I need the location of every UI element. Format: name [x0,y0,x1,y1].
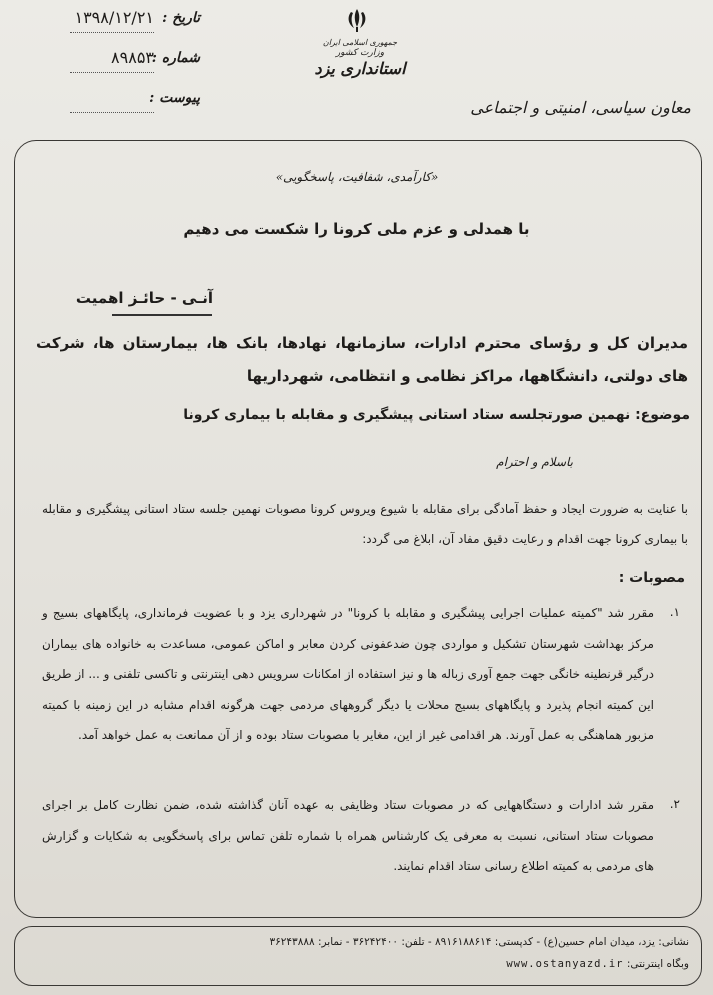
footer-frame [14,926,702,986]
attachment-row [70,90,200,130]
org-country: جمهوری اسلامی ایران [322,38,398,47]
date-underline [70,32,154,33]
number-value: ۸۹۸۵۳ [111,48,154,67]
resolutions-title: مصوبات : [618,570,685,586]
date-label: تاریخ : [162,10,200,26]
number-label: شماره : [151,50,200,66]
attachment-label: پیوست : [149,90,200,106]
attachment-underline [70,112,154,113]
number-underline [70,72,154,73]
number-row [70,50,200,90]
resolution-item: مقرر شد "کمیته عملیات اجرایی پیشگیری و مقابله با کرونا" در شهرداری یزد و با عضویت فرمانداری، پایگاههای بسیج و مرکز بهداشت شهرستان تشکیل و مواردی چون ضدعفونی کردن معابر و اماکن عمومی، مساعدت به خانواده های بیماران درگیر قرنطینه خانگی جهت جمع آوری زباله ها و نیز استفاده از امکانات سرویس دهی اینترنتی و تاکسی تلفنی و ... از طریق این کمیته انجام پذیرد و پایگاههای بسیج محلات یا دیگر گروههای مردمی جهت هرگونه اقدام مشابه در این زمینه با کمیته مزبور هماهنگی به عمل آورند. هر اقدامی غیر از این، مغایر با مصوبات ستاد بوده و از آن ممانعت به عمل خواهد آمد. [42,606,654,742]
website-label: وبگاه اینترنتی: [626,958,689,970]
slogan: با همدلی و عزم ملی کرونا را شکست می دهیم [183,220,530,238]
urgency-label: آنـی - حائـز اهمیت [75,289,213,307]
date-value: ۱۳۹۸/۱۲/۲۱ [74,8,154,27]
organization-block [300,38,420,79]
footer-website [24,958,689,970]
org-governorate: استانداری یزد [314,59,406,78]
subject: موضوع: نهمین صورتجلسه ستاد استانی پیشگیری و مقابله با بیماری کرونا [183,407,690,423]
letter-meta [70,10,200,130]
urgency-underline [112,314,212,316]
greeting: باسلام و احترام [496,455,573,469]
intro-paragraph: با عنایت به ضرورت ایجاد و حفظ آمادگی برای مقابله با شیوع ویروس کرونا مصوبات نهمین جلسه ستاد استانی پیشگیری و مقابله با بیماری کرونا جهت اقدام و رعایت دقیق مفاد آن، ابلاغ می گردد: [42,502,688,546]
addressee: مدیران کل و رؤسای محترم ادارات، سازمانها، نهادها، بانک ها، بیمارستان ها، شرکت های دولتی، دانشگاهها، مراکز نظامی و انتظامی، شهرداریها [36,334,688,385]
item-number: ۲. [669,797,680,811]
item-number: ۱. [669,605,680,619]
org-ministry: وزارت کشور [335,48,385,58]
date-row [70,10,200,50]
iran-emblem-icon [343,6,371,34]
footer-address: نشانی: یزد، میدان امام حسین(ع) - کدپستی: ۸۹۱۶۱۸۸۶۱۴ - تلفن: ۳۶۲۴۲۴۰۰ - نمابر: ۳۶۲۴۳۸۸۸ [269,936,689,948]
website-link[interactable]: www.ostanyazd.ir [506,958,624,970]
sender-title: معاون سیاسی، امنیتی و اجتماعی [470,98,691,117]
resolution-item: مقرر شد ادارات و دستگاههایی که در مصوبات ستاد وظایفی به عهده آنان گذاشته شده، ضمن نظارت کامل بر اجرای مصوبات ستاد استانی، نسبت به معرفی یک کارشناس همراه با شماره تلفن تماس برای پاسخگویی به شکایات و گزارش های مردمی به کمیته اطلاع رسانی ستاد اقدام نمایند. [42,798,654,873]
motto: «کارآمدی، شفافیت، پاسخگویی» [275,170,439,184]
